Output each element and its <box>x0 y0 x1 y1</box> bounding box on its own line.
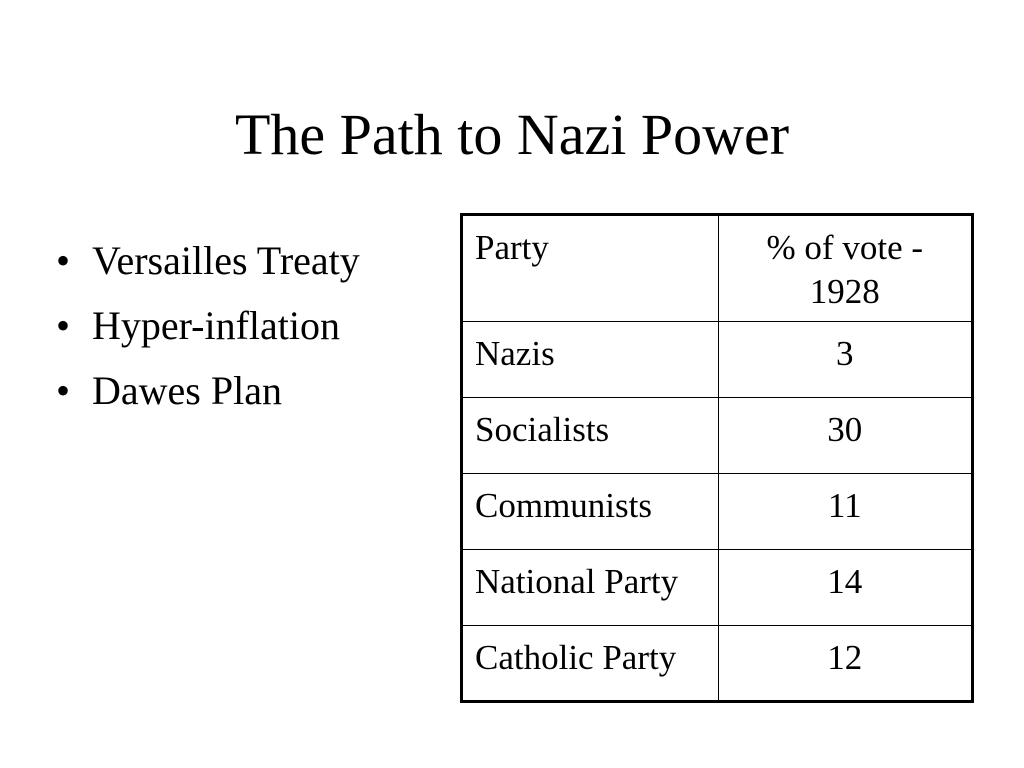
vote-cell: 14 <box>718 550 972 626</box>
vote-cell: 30 <box>718 398 972 474</box>
party-cell: Communists <box>462 474 719 550</box>
vote-cell: 11 <box>718 474 972 550</box>
bullet-text: Versailles Treaty <box>92 238 360 283</box>
header-party: Party <box>462 215 719 322</box>
bullet-text: Dawes Plan <box>92 368 282 413</box>
party-cell: Catholic Party <box>462 626 719 702</box>
bullet-icon: • <box>56 303 71 348</box>
bullet-list <box>56 228 360 423</box>
bullet-item <box>56 358 360 423</box>
party-cell: National Party <box>462 550 719 626</box>
bullet-item <box>56 228 360 293</box>
slide-title: The Path to Nazi Power <box>234 102 790 167</box>
bullet-item <box>56 293 360 358</box>
vote-cell: 3 <box>718 322 972 398</box>
header-vote-percent: % of vote - 1928 <box>718 215 972 322</box>
table-row <box>462 474 973 550</box>
party-cell: Nazis <box>462 322 719 398</box>
table-header-row <box>462 215 973 322</box>
vote-table <box>460 213 974 703</box>
vote-cell: 12 <box>718 626 972 702</box>
bullet-text: Hyper-inflation <box>92 303 341 348</box>
table-row <box>462 398 973 474</box>
table-row <box>462 550 973 626</box>
party-cell: Socialists <box>462 398 719 474</box>
bullet-icon: • <box>56 238 71 283</box>
table-row <box>462 626 973 702</box>
bullet-icon: • <box>56 368 71 413</box>
table-row <box>462 322 973 398</box>
